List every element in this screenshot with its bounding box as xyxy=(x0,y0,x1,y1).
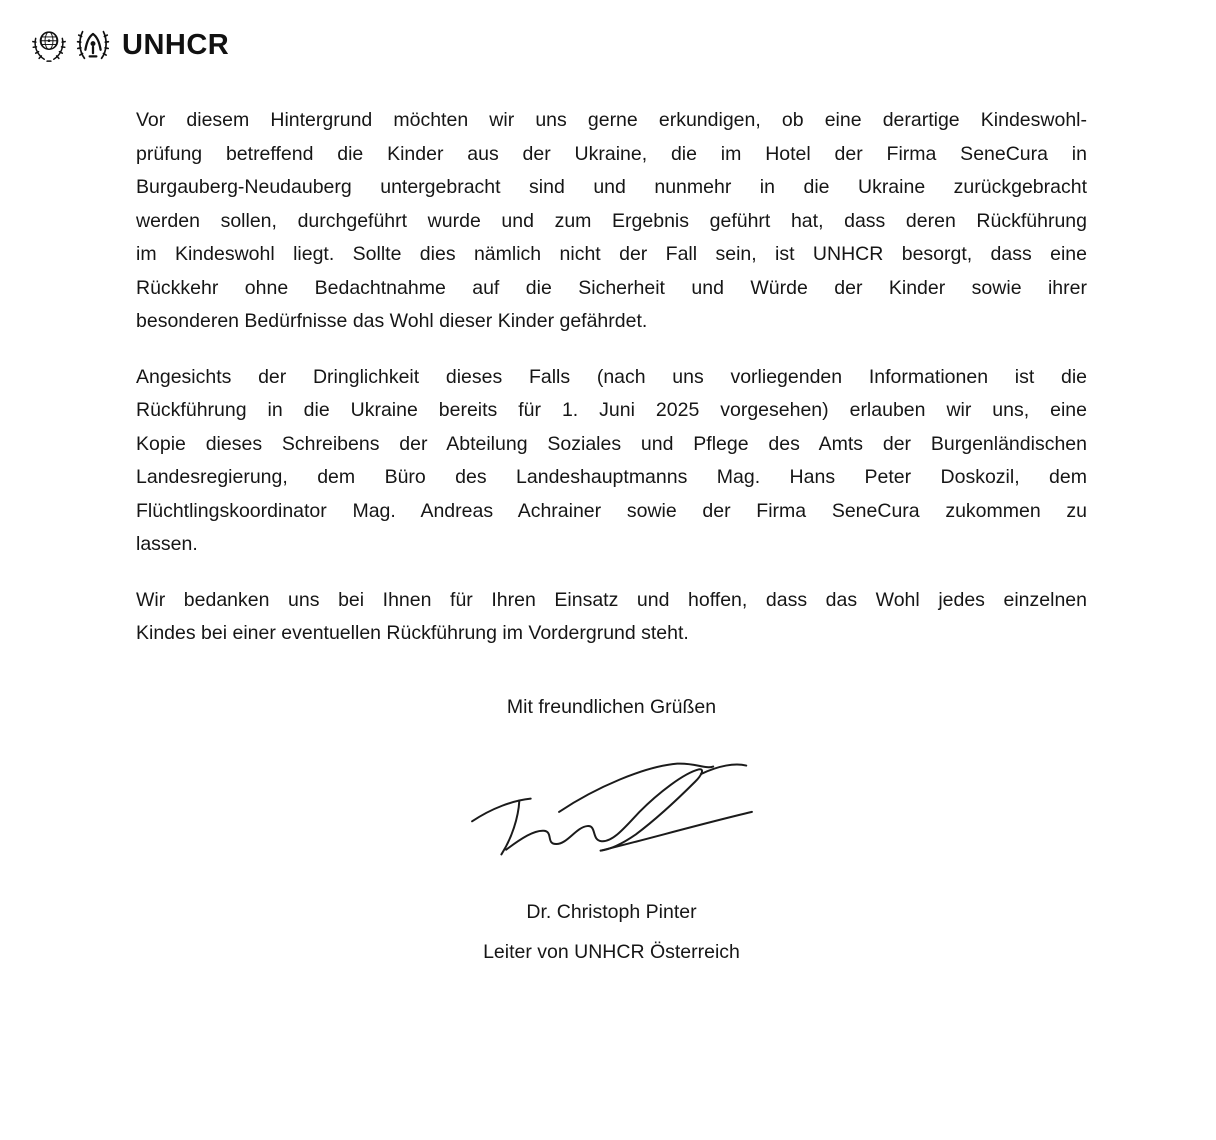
signer-name: Dr. Christoph Pinter xyxy=(526,900,697,923)
paragraph-line: Vor diesem Hintergrund möchten wir uns gerne erkundigen, ob eine derartige Kindeswohl- xyxy=(136,109,1087,131)
paragraph-line: werden sollen, durchgeführt wurde und zum Ergebnis geführt hat, dass deren Rückführung xyxy=(136,209,1087,232)
signer-title: Leiter von UNHCR Österreich xyxy=(483,940,740,963)
paragraph-line: Flüchtlingskoordinator Mag. Andreas Achrainer sowie der Firma SeneCura zukommen zu xyxy=(136,499,1087,522)
paragraph-line: Rückführung in die Ukraine bereits für 1. Juni 2025 vorgesehen) erlauben wir uns, eine xyxy=(136,399,1087,421)
closing-salutation: Mit freundlichen Grüßen xyxy=(506,695,717,718)
paragraph-line: lassen. xyxy=(136,533,198,555)
paragraph-line: besonderen Bedürfnisse das Wohl dieser Kinder gefährdet. xyxy=(136,310,648,332)
signer-identity xyxy=(136,892,1087,972)
unhcr-wordmark: UNHCR xyxy=(122,28,230,61)
paragraph-line: prüfung betreffend die Kinder aus der Ukraine, die im Hotel der Firma SeneCura in xyxy=(136,142,1087,165)
paragraph-line: Wir bedanken uns bei Ihnen für Ihren Einsatz und hoffen, dass das Wohl jedes einzelnen xyxy=(136,588,1087,611)
letter-body xyxy=(136,104,1087,972)
un-emblem-icon xyxy=(30,26,68,64)
paragraph-line: Angesichts der Dringlichkeit dieses Falls (nach uns vorliegenden Informationen ist die xyxy=(136,365,1087,388)
paragraph-line: Landesregierung, dem Büro des Landeshauptmanns Mag. Hans Peter Doskozil, dem xyxy=(136,466,1087,488)
paragraph-2 xyxy=(136,361,1087,562)
paragraph-line: Burgauberg-Neudauberg untergebracht sind und nunmehr in die Ukraine zurückgebracht xyxy=(136,176,1087,198)
paragraph-line: Rückkehr ohne Bedachtnahme auf die Sicherheit und Würde der Kinder sowie ihrer xyxy=(136,276,1087,299)
signature-block xyxy=(136,758,1087,874)
unhcr-emblem-icon xyxy=(74,26,112,64)
paragraph-line: Kopie dieses Schreibens der Abteilung Soziales und Pflege des Amts der Burgenländischen xyxy=(136,432,1087,455)
unhcr-logo xyxy=(30,26,229,64)
paragraph-line: im Kindeswohl liegt. Sollte dies nämlich nicht der Fall sein, ist UNHCR besorgt, dass eine xyxy=(136,243,1087,265)
paragraph-1 xyxy=(136,104,1087,339)
paragraph-line: Kindes bei einer eventuellen Rückführung im Vordergrund steht. xyxy=(136,622,689,644)
paragraph-3 xyxy=(136,584,1087,651)
handwritten-signature xyxy=(462,758,762,862)
